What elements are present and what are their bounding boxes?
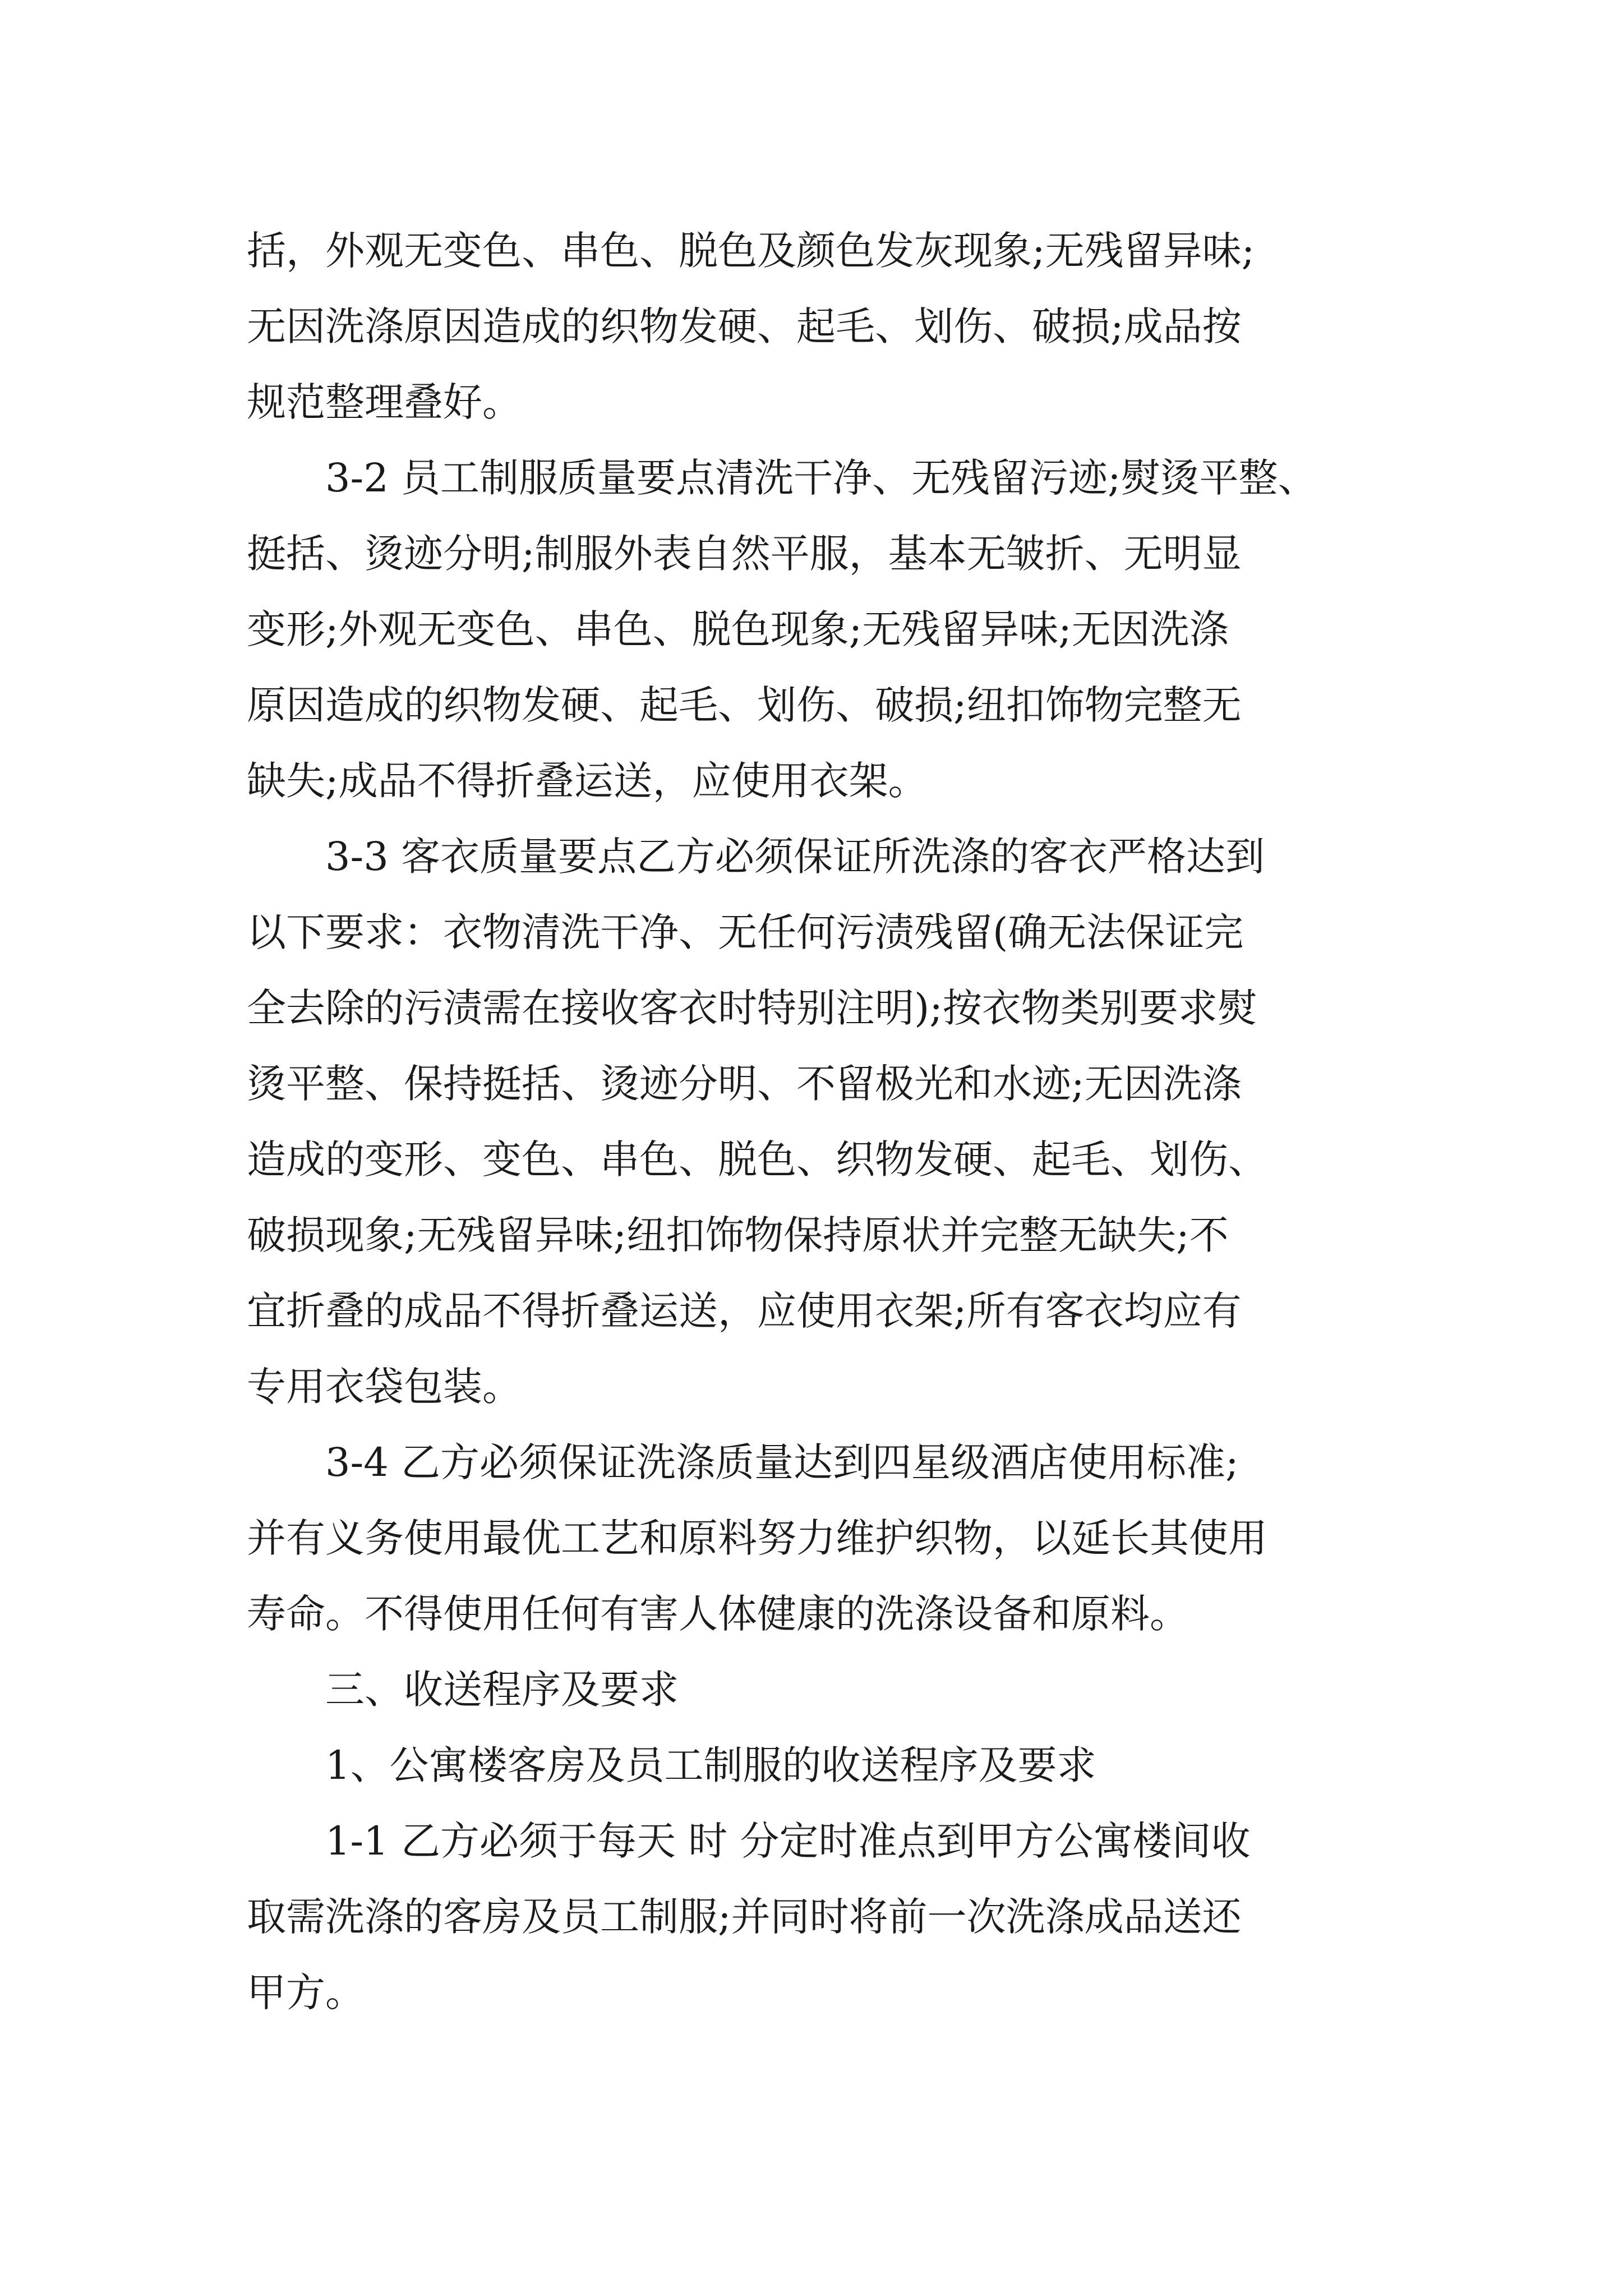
text-line: 无因洗涤原因造成的织物发硬、起毛、划伤、破损;成品按 [247, 303, 1242, 349]
text-line: 并有义务使用最优工艺和原料努力维护织物，以延长其使用 [247, 1515, 1267, 1561]
document-body [247, 213, 1396, 2031]
text-line: 原因造成的织物发硬、起毛、划伤、破损;纽扣饰物完整无 [247, 682, 1242, 728]
text-line: 造成的变形、变色、串色、脱色、织物发硬、起毛、划伤、 [247, 1137, 1267, 1182]
text-line: 宜折叠的成品不得折叠运送，应使用衣架;所有客衣均应有 [247, 1288, 1242, 1334]
text-line: 括，外观无变色、串色、脱色及颜色发灰现象;无残留异味; [247, 228, 1255, 274]
text-line: 缺失;成品不得折叠运送，应使用衣架。 [247, 758, 928, 804]
text-line: 以下要求：衣物清洗干净、无任何污渍残留(确无法保证完 [247, 909, 1244, 955]
section-heading: 三、收送程序及要求 [325, 1667, 679, 1713]
text-line: 烫平整、保持挺括、烫迹分明、不留极光和水迹;无因洗涤 [247, 1061, 1242, 1107]
text-line: 3-4 乙方必须保证洗涤质量达到四星级酒店使用标准; [325, 1439, 1239, 1485]
text-line: 全去除的污渍需在接收客衣时特别注明);按衣物类别要求熨 [247, 985, 1257, 1031]
text-line: 取需洗涤的客房及员工制服;并同时将前一次洗涤成品送还 [247, 1894, 1242, 1940]
text-line: 专用衣袋包装。 [247, 1364, 522, 1410]
text-line: 挺括、烫迹分明;制服外表自然平服，基本无皱折、无明显 [247, 531, 1242, 577]
text-line: 3-3 客衣质量要点乙方必须保证所洗涤的客衣严格达到 [325, 834, 1265, 880]
text-line: 甲方。 [247, 1970, 365, 2016]
text-line: 寿命。不得使用任何有害人体健康的洗涤设备和原料。 [247, 1591, 1189, 1637]
subsection-heading: 1、公寓楼客房及员工制服的收送程序及要求 [325, 1742, 1096, 1788]
text-line: 3-2 员工制服质量要点清洗干净、无残留污迹;熨烫平整、 [325, 455, 1317, 501]
text-line: 破损现象;无残留异味;纽扣饰物保持原状并完整无缺失;不 [247, 1212, 1229, 1258]
text-line: 变形;外观无变色、串色、脱色现象;无残留异味;无因洗涤 [247, 606, 1229, 652]
text-line: 1-1 乙方必须于每天 时 分定时准点到甲方公寓楼间收 [325, 1818, 1251, 1864]
text-line: 规范整理叠好。 [247, 379, 522, 425]
